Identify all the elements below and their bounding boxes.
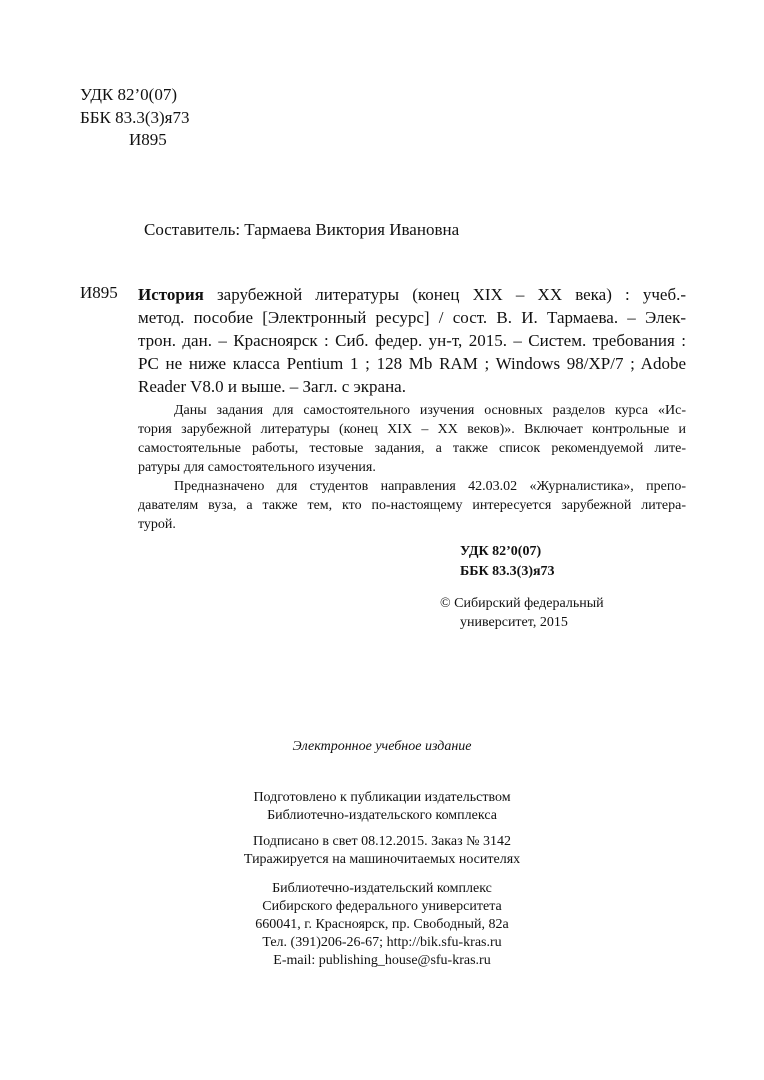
entry-line-2: метод. пособие [Электронный ресурс] / сост. В. И. Тармаева. – Элек- [138, 308, 686, 327]
annotation [138, 401, 686, 534]
bbk-code: ББК 83.3(3)я73 [80, 108, 190, 127]
edition-type: Электронное учебное издание [292, 739, 472, 754]
annotation-line: ратуры для самостоятельного изучения. [138, 460, 376, 475]
prepared-block [0, 789, 764, 825]
annotation-line: давателям вуза, а также тем, кто по-настоящему интересуется зарубежной литера- [138, 498, 686, 513]
udk-code: УДК 82’0(07) [80, 85, 177, 104]
publisher-line-1: Библиотечно-издательский комплекс [272, 881, 492, 896]
prepared-line-1: Подготовлено к публикации издательством [253, 790, 511, 805]
entry-line-1-rest: зарубежной литературы (конец XIX – XX века) : учеб.- [203, 285, 686, 304]
bibliographic-entry [138, 283, 686, 398]
publisher-block [0, 880, 764, 970]
compiler-line: Составитель: Тармаева Виктория Ивановна [144, 220, 460, 239]
publisher-line-3: 660041, г. Красноярск, пр. Свободный, 82а [255, 917, 509, 932]
publisher-email: E-mail: publishing_house@sfu-kras.ru [273, 953, 491, 968]
annotation-line: самостоятельные работы, тестовые задания, а также список рекомендуемой лите- [138, 441, 686, 456]
publisher-line-2: Сибирского федерального университета [262, 899, 502, 914]
annotation-line: Предназначено для студентов направления 42.03.02 «Журналистика», препо- [174, 479, 686, 494]
annotation-line: тория зарубежной литературы (конец XIX – XX веков)». Включает контрольные и [138, 422, 686, 437]
udk-code-right: УДК 82’0(07) [460, 544, 542, 559]
entry-title: История [138, 285, 204, 304]
copyright-line-1: © Сибирский федеральный [440, 596, 604, 611]
signed-block [0, 833, 764, 869]
author-mark: И895 [129, 130, 167, 149]
bbk-code-right: ББК 83.3(3)я73 [460, 564, 555, 579]
entry-line-1 [138, 283, 686, 306]
udk-block-right [460, 542, 555, 582]
annotation-line: турой. [138, 517, 176, 532]
publisher-phone-url: Тел. (391)206-26-67; http://bik.sfu-kras.ru [262, 935, 502, 950]
entry-line-4: PC не ниже класса Pentium 1 ; 128 Mb RAM ; Windows 98/XP/7 ; Adobe [138, 354, 686, 373]
annotation-line: Даны задания для самостоятельного изучения основных разделов курса «Ис- [174, 403, 686, 418]
entry-line-3: трон. дан. – Красноярск : Сиб. федер. ун-т, 2015. – Систем. требования : [138, 331, 686, 350]
signed-line-2: Тиражируется на машиночитаемых носителях [243, 852, 521, 867]
prepared-line-2: Библиотечно-издательского комплекса [267, 808, 497, 823]
entry-line-5: Reader V8.0 и выше. – Загл. с экрана. [138, 377, 406, 396]
copyright-notice [440, 594, 604, 632]
entry-author-mark: И895 [80, 283, 118, 302]
signed-line-1: Подписано в свет 08.12.2015. Заказ № 3142 [252, 834, 511, 849]
copyright-line-2: университет, 2015 [460, 615, 568, 630]
udk-block [80, 84, 190, 151]
